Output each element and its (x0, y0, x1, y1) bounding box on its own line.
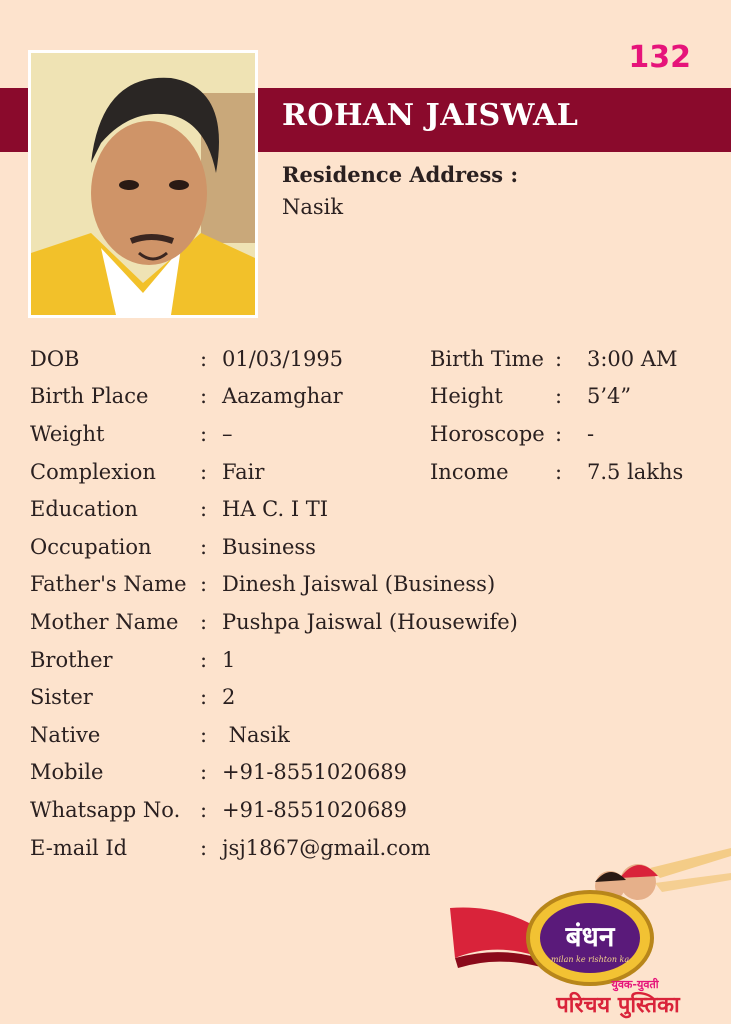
detail-label: Education (30, 497, 138, 522)
detail-value: Fair (222, 459, 265, 484)
detail-label: Birth Place (30, 384, 149, 409)
detail-label: Native (30, 722, 101, 747)
profile-photo (28, 50, 258, 318)
detail-colon: : (200, 572, 208, 597)
detail-value: +91-8551020689 (222, 760, 408, 785)
detail-row (30, 566, 710, 604)
detail-row (30, 490, 710, 528)
detail-colon: : (200, 421, 208, 446)
detail-label: Father's Name (30, 572, 187, 597)
detail-label: Mobile (30, 760, 104, 785)
portrait-illustration (31, 53, 255, 315)
detail-value: Dinesh Jaiswal (Business) (222, 572, 496, 597)
detail-label-secondary: Income (430, 459, 509, 484)
detail-row (30, 528, 710, 566)
detail-value: jsj1867@gmail.com (222, 835, 431, 860)
detail-row (30, 791, 710, 829)
detail-colon: : (200, 384, 208, 409)
detail-colon: : (555, 459, 563, 484)
detail-colon: : (200, 835, 208, 860)
detail-value: Pushpa Jaiswal (Housewife) (222, 609, 518, 634)
detail-value: Aazamghar (222, 384, 343, 409)
detail-value: 01/03/1995 (222, 346, 344, 371)
detail-label: Occupation (30, 534, 152, 559)
detail-label: Brother (30, 647, 113, 672)
detail-label: Weight (30, 421, 105, 446)
detail-value: 1 (222, 647, 236, 672)
detail-value: 2 (222, 685, 236, 710)
detail-colon: : (555, 346, 563, 371)
detail-value: – (222, 421, 233, 446)
detail-label-secondary: Birth Time (430, 346, 544, 371)
detail-label: Whatsapp No. (30, 797, 181, 822)
detail-value-secondary: - (587, 421, 595, 446)
detail-value-secondary: 5’4” (587, 384, 632, 409)
logo-caption: परिचय पुस्तिका (556, 993, 680, 1018)
profile-name: ROHAN JAISWAL (282, 98, 579, 133)
detail-value: Business (222, 534, 316, 559)
detail-row (30, 754, 710, 792)
detail-colon: : (200, 797, 208, 822)
detail-colon: : (200, 609, 208, 634)
logo-title: बंधन (565, 920, 615, 953)
detail-value-secondary: 3:00 AM (587, 346, 678, 371)
detail-colon: : (200, 760, 208, 785)
detail-colon: : (200, 685, 208, 710)
detail-value: Nasik (222, 722, 290, 747)
detail-colon: : (555, 384, 563, 409)
detail-label: Mother Name (30, 609, 179, 634)
address-value: Nasik (282, 195, 344, 219)
detail-row (30, 603, 710, 641)
detail-row (30, 415, 710, 453)
detail-label-secondary: Height (430, 384, 503, 409)
detail-label: E-mail Id (30, 835, 128, 860)
detail-value: +91-8551020689 (222, 797, 408, 822)
detail-colon: : (200, 722, 208, 747)
page-number: 132 (628, 40, 691, 75)
detail-row (30, 340, 710, 378)
detail-colon: : (200, 346, 208, 371)
address-label: Residence Address : (282, 162, 519, 187)
detail-row (30, 716, 710, 754)
detail-row (30, 641, 710, 679)
detail-value: HA C. I TI (222, 497, 329, 522)
detail-colon: : (200, 497, 208, 522)
detail-colon: : (555, 421, 563, 446)
logo-subtitle: युवक-युवती (611, 978, 659, 991)
detail-label-secondary: Horoscope (430, 421, 545, 446)
detail-row (30, 378, 710, 416)
detail-row (30, 453, 710, 491)
details-table (30, 340, 710, 866)
detail-colon: : (200, 647, 208, 672)
bandhan-logo (450, 848, 731, 1024)
detail-row (30, 678, 710, 716)
detail-colon: : (200, 459, 208, 484)
detail-label: Sister (30, 685, 93, 710)
detail-value-secondary: 7.5 lakhs (587, 459, 684, 484)
detail-colon: : (200, 534, 208, 559)
logo-tagline: milan ke rishton ka (550, 955, 630, 964)
detail-label: Complexion (30, 459, 156, 484)
detail-label: DOB (30, 346, 80, 371)
